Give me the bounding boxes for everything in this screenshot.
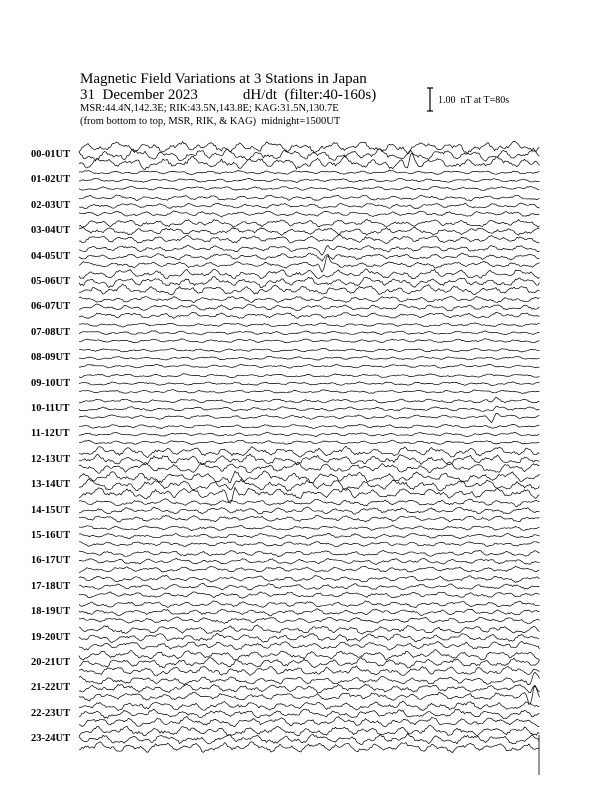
row-label: 18-19UT <box>31 606 71 618</box>
station-order-note: (from bottom to top, MSR, RIK, & KAG) midnight=1500UT <box>80 116 341 127</box>
trace-rik-17-18UT <box>79 583 540 590</box>
trace-rik-12-13UT <box>79 454 540 465</box>
trace-rik-06-07UT <box>79 304 540 311</box>
chart-title: Magnetic Field Variations at 3 Stations in Japan <box>80 71 367 87</box>
trace-msr-01-02UT <box>79 186 540 190</box>
trace-kag-16-17UT <box>79 550 540 556</box>
trace-rik-09-10UT <box>79 382 540 386</box>
trace-rik-14-15UT <box>79 507 540 514</box>
trace-kag-23-24UT <box>79 726 540 737</box>
trace-rik-10-11UT <box>79 407 540 412</box>
trace-kag-08-09UT <box>79 348 540 352</box>
row-label: 02-03UT <box>31 199 71 211</box>
trace-msr-18-19UT <box>79 617 540 624</box>
trace-msr-02-03UT <box>79 211 540 217</box>
trace-kag-09-10UT <box>79 374 540 378</box>
trace-kag-01-02UT <box>79 170 540 175</box>
trace-msr-20-21UT <box>79 666 540 676</box>
trace-msr-23-24UT <box>79 742 540 753</box>
trace-kag-07-08UT <box>79 323 540 327</box>
row-label: 14-15UT <box>31 504 71 516</box>
trace-rik-16-17UT <box>79 558 540 564</box>
row-label: 06-07UT <box>31 301 71 313</box>
trace-msr-22-23UT <box>79 717 540 727</box>
trace-msr-06-07UT <box>79 312 540 318</box>
trace-kag-18-19UT <box>79 601 540 608</box>
trace-kag-15-16UT <box>79 525 540 531</box>
trace-rik-04-05UT <box>79 253 540 261</box>
trace-msr-09-10UT <box>79 390 540 394</box>
row-label: 11-12UT <box>31 428 70 440</box>
trace-msr-07-08UT <box>79 339 540 343</box>
row-label: 15-16UT <box>31 530 71 541</box>
trace-rik-08-09UT <box>79 356 540 360</box>
trace-kag-20-21UT <box>79 650 540 661</box>
trace-rik-18-19UT <box>79 609 540 616</box>
date-label: 31 December 2023 <box>80 87 198 103</box>
trace-msr-14-15UT <box>79 515 540 522</box>
trace-kag-02-03UT <box>79 195 540 201</box>
scale-bar-label: 1.00 nT at T=80s <box>438 95 510 106</box>
row-label: 23-24UT <box>31 733 71 745</box>
row-label: 22-23UT <box>31 707 71 719</box>
row-label: 21-22UT <box>31 682 71 694</box>
row-label: 04-05UT <box>31 250 71 262</box>
row-label: 01-02UT <box>31 174 71 186</box>
trace-msr-15-16UT <box>79 542 540 547</box>
trace-kag-06-07UT <box>79 296 540 302</box>
trace-rik-02-03UT <box>79 203 540 209</box>
trace-kag-13-14UT <box>79 471 540 483</box>
trace-msr-04-05UT <box>79 256 540 273</box>
trace-kag-03-04UT <box>79 219 540 227</box>
row-label: 10-11UT <box>31 403 70 414</box>
trace-kag-00-01UT <box>79 142 540 154</box>
trace-msr-08-09UT <box>79 364 540 368</box>
trace-kag-14-15UT <box>79 499 540 507</box>
row-label: 05-06UT <box>31 276 71 287</box>
trace-rik-01-02UT <box>79 178 540 182</box>
trace-kag-19-20UT <box>79 625 540 634</box>
trace-msr-05-06UT <box>79 284 540 295</box>
trace-rik-11-12UT <box>79 432 540 436</box>
trace-kag-10-11UT <box>79 397 540 403</box>
station-coordinates: MSR:44.4N,142.3E; RIK:43.5N,143.8E; KAG:31.5N,130.7E <box>80 103 339 114</box>
row-label: 12-13UT <box>31 453 71 465</box>
trace-kag-11-12UT <box>79 424 540 428</box>
trace-msr-17-18UT <box>79 592 540 599</box>
row-label: 09-10UT <box>31 377 71 389</box>
row-label: 08-09UT <box>31 352 71 364</box>
trace-rik-07-08UT <box>79 331 540 335</box>
trace-msr-13-14UT <box>79 487 540 503</box>
row-label: 19-20UT <box>31 631 71 643</box>
row-label: 17-18UT <box>31 580 71 592</box>
row-label: 07-08UT <box>31 326 71 338</box>
row-label: 16-17UT <box>31 555 71 567</box>
trace-rik-00-01UT <box>79 148 540 161</box>
trace-msr-10-11UT <box>79 413 540 422</box>
trace-rik-03-04UT <box>79 227 540 235</box>
trace-rik-22-23UT <box>79 709 540 719</box>
trace-rik-05-06UT <box>79 277 540 288</box>
trace-rik-20-21UT <box>79 658 540 668</box>
quantity-label: dH/dt (filter:40-160s) <box>242 87 377 103</box>
row-label: 13-14UT <box>31 479 71 491</box>
trace-rik-19-20UT <box>79 633 540 643</box>
row-label: 00-01UT <box>31 149 71 160</box>
trace-kag-17-18UT <box>79 575 540 582</box>
trace-rik-21-22UT <box>79 684 540 693</box>
trace-rik-23-24UT <box>79 734 540 745</box>
trace-rik-15-16UT <box>79 533 540 538</box>
trace-msr-12-13UT <box>79 462 540 473</box>
trace-msr-19-20UT <box>79 641 540 650</box>
trace-kag-22-23UT <box>79 701 540 711</box>
trace-msr-03-04UT <box>79 235 540 244</box>
trace-msr-16-17UT <box>79 566 540 572</box>
trace-msr-11-12UT <box>79 440 540 445</box>
row-label: 03-04UT <box>31 225 71 237</box>
row-label: 20-21UT <box>31 657 71 668</box>
